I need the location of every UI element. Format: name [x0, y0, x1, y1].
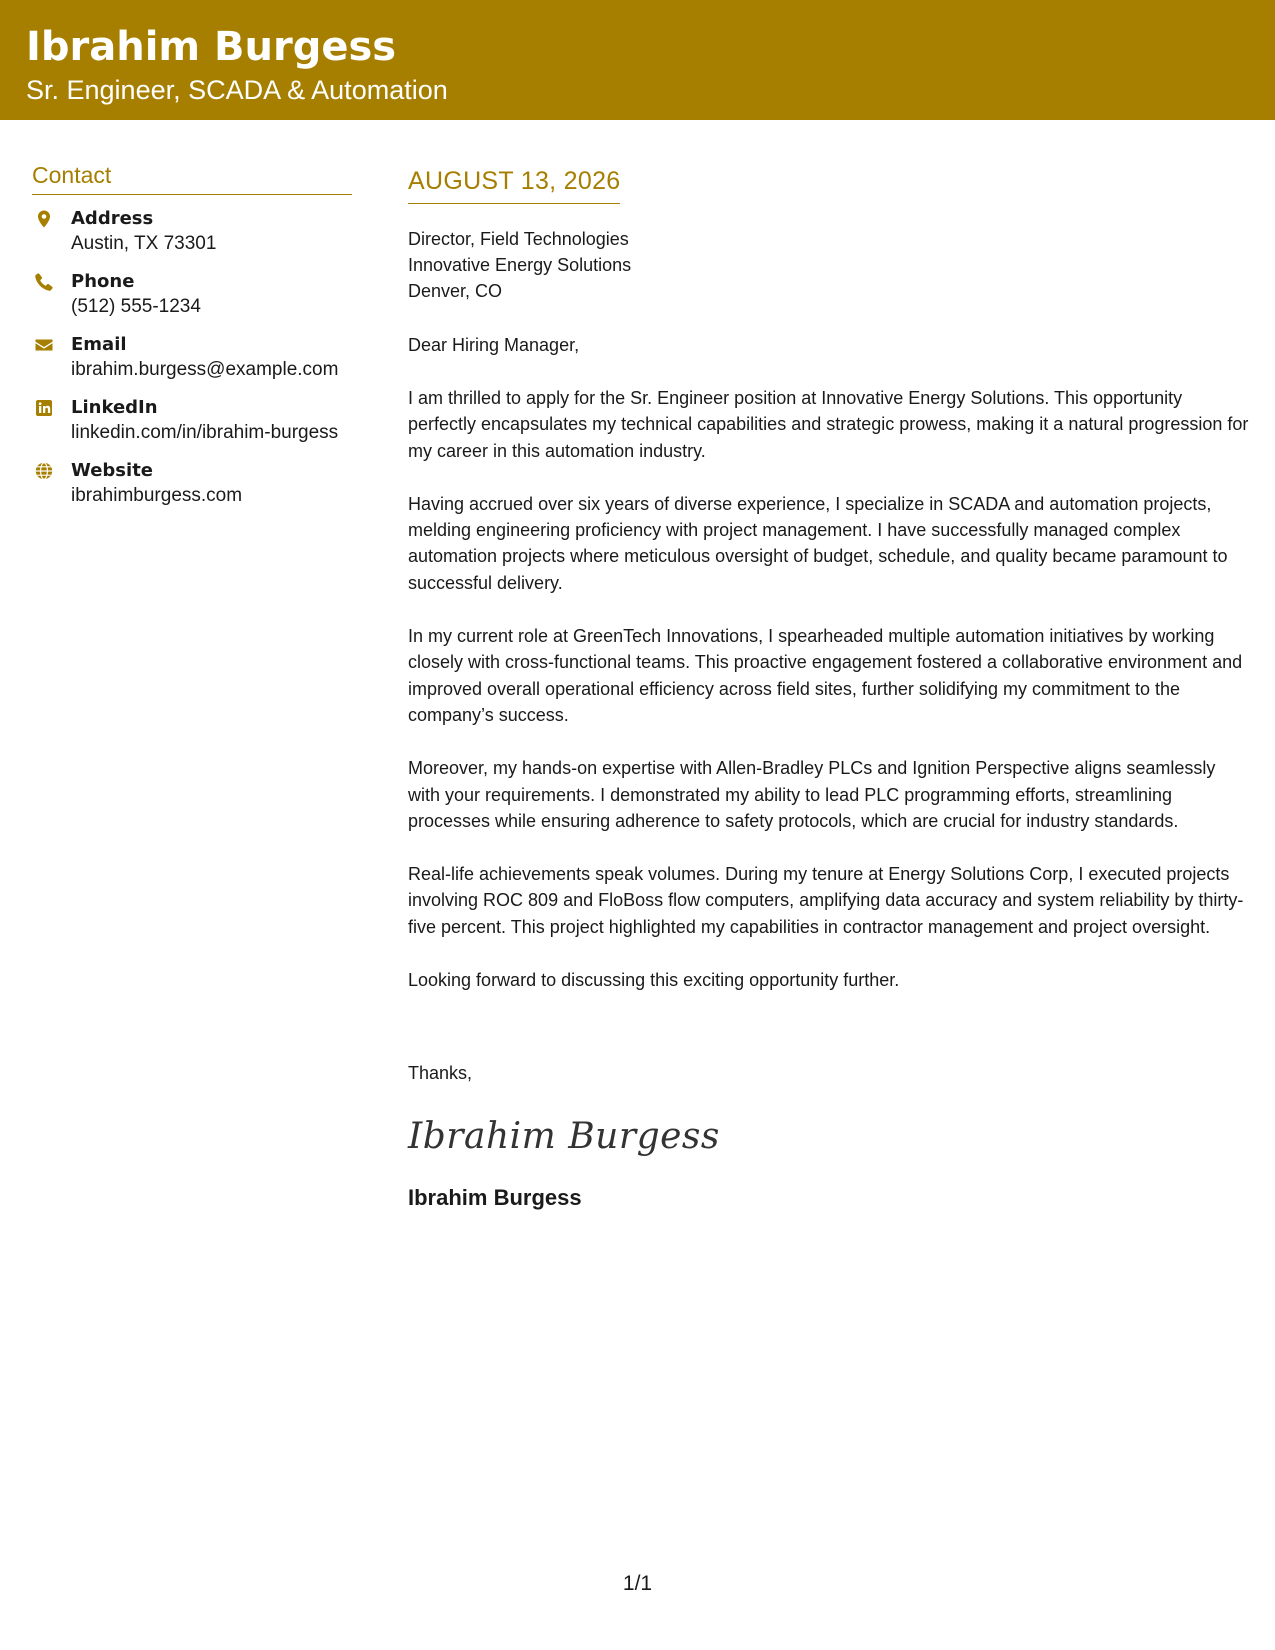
recipient-line: Denver, CO: [408, 281, 503, 301]
contact-value: ibrahim.burgess@example.com: [71, 359, 339, 380]
contact-value: (512) 555-1234: [71, 296, 201, 317]
letter-paragraph: I am thrilled to apply for the Sr. Engineer position at Innovative Energy Solutions. This opportunity perfectly encapsulates my technical capabilities and strategic prowess, making it a natural progression for my career in this automation industry.: [408, 388, 1249, 461]
letter-paragraph: Real-life achievements speak volumes. During my tenure at Energy Solutions Corp, I executed projects involving ROC 809 and FloBoss flow computers, amplifying data accuracy and system reliability by thirty-five percent. This project highlighted my capabilities in contractor management and project oversight.: [408, 864, 1244, 937]
contact-label: Address: [71, 208, 154, 229]
contact-list: [32, 207, 352, 522]
map-pin-icon: [34, 209, 54, 229]
letter-paragraph: Moreover, my hands-on expertise with Allen-Bradley PLCs and Ignition Perspective aligns seamlessly with your requirements. I demonstrated my ability to lead PLC programming efforts, streamlining processes while ensuring adherence to safety protocols, which are crucial for industry standards.: [408, 758, 1216, 831]
contact-item-address: [32, 207, 352, 270]
applicant-title: Sr. Engineer, SCADA & Automation: [26, 75, 448, 105]
contact-item-email: [32, 333, 352, 396]
letter-paragraph: Having accrued over six years of diverse experience, I specialize in SCADA and automation projects, melding engineering proficiency with project management. I have successfully managed complex automation projects where meticulous oversight of budget, schedule, and quality became paramount to successful delivery.: [408, 493, 1228, 593]
greeting: Dear Hiring Manager,: [408, 335, 580, 355]
recipient-line: Director, Field Technologies: [408, 229, 629, 249]
contact-value: Austin, TX 73301: [71, 233, 217, 254]
letter-paragraph: Looking forward to discussing this exciting opportunity further.: [408, 970, 900, 991]
linkedin-icon: [34, 398, 54, 418]
phone-icon: [34, 272, 54, 292]
envelope-icon: [34, 335, 54, 355]
recipient-block: [408, 226, 1250, 304]
contact-label: Email: [71, 334, 127, 355]
closing: Thanks,: [408, 1063, 473, 1084]
contact-label: Website: [71, 460, 154, 481]
letter-body: [408, 165, 1250, 1212]
handwritten-signature: Ibrahim Burgess: [408, 1116, 720, 1158]
contact-item-website: [32, 459, 352, 522]
header-banner: [0, 0, 1275, 120]
contact-item-phone: [32, 270, 352, 333]
contact-label: Phone: [71, 271, 135, 292]
contact-value: ibrahimburgess.com: [71, 485, 243, 506]
letter-date: AUGUST 13, 2026: [408, 165, 620, 204]
recipient-line: Innovative Energy Solutions: [408, 255, 632, 275]
applicant-name: Ibrahim Burgess: [26, 24, 397, 70]
contact-heading: Contact: [32, 160, 352, 195]
globe-icon: [34, 461, 54, 481]
contact-sidebar: [32, 160, 352, 522]
contact-label: LinkedIn: [71, 397, 158, 418]
page-number: 1/1: [622, 1572, 653, 1595]
contact-value: linkedin.com/in/ibrahim-burgess: [71, 422, 339, 443]
letter-paragraph: In my current role at GreenTech Innovations, I spearheaded multiple automation initiatives by working closely with cross-functional teams. This proactive engagement fostered a collaborative environment and improved overall operational efficiency across field sites, further solidifying my commitment to the company’s success.: [408, 626, 1243, 725]
signed-name: Ibrahim Burgess: [408, 1185, 582, 1211]
contact-item-linkedin: [32, 396, 352, 459]
